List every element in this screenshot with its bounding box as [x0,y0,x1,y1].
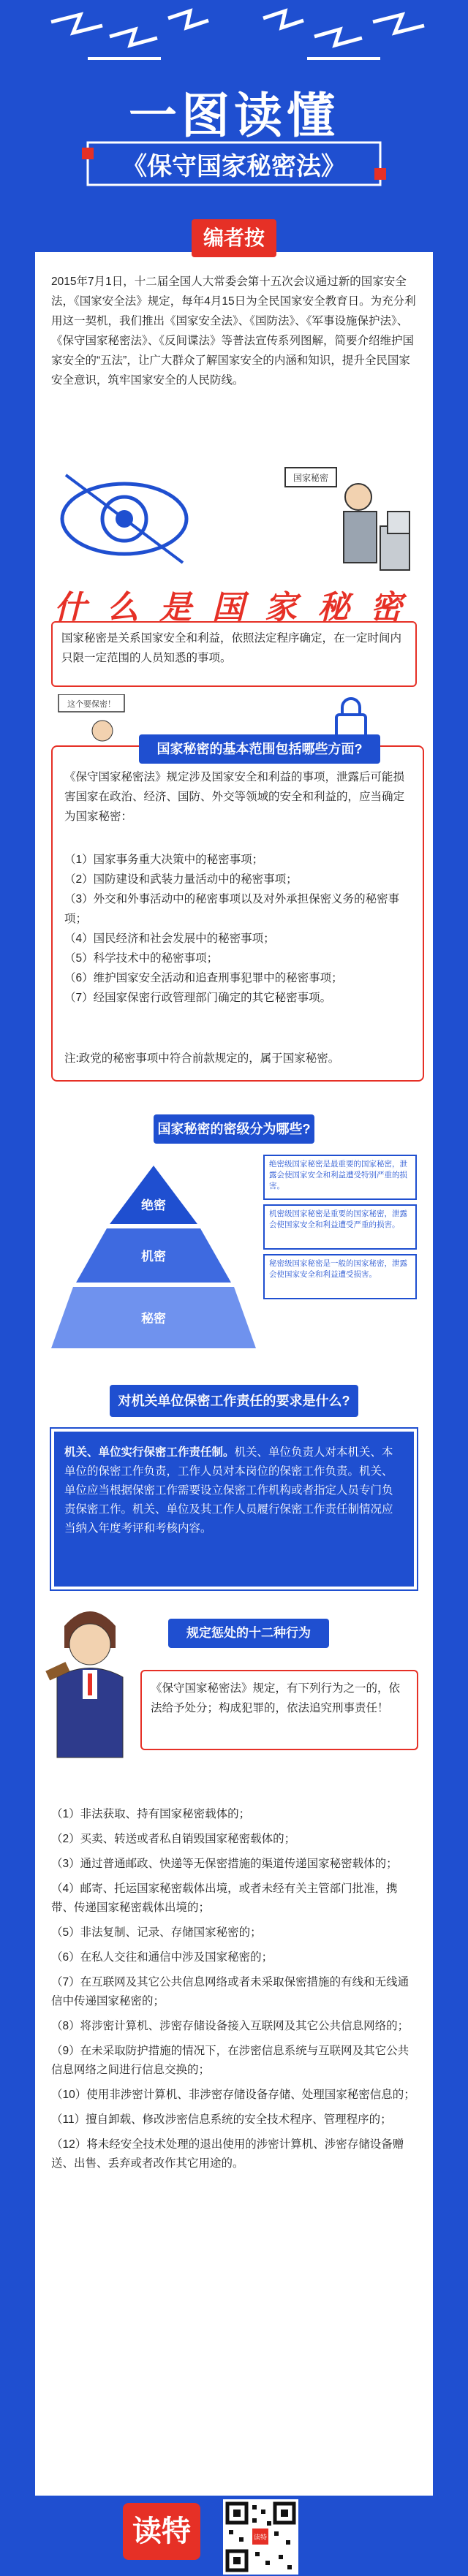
responsibility-title: 对机关单位保密工作责任的要求是什么? [110,1385,358,1417]
level-description: 机密级国家秘密是重要的国家秘密，泄露会使国家安全和利益遭受严重的损害。 [263,1204,417,1250]
lock-icon [336,699,366,740]
page-subtitle: 《保守国家秘密法》 [122,153,346,181]
eye-icon [62,475,186,563]
responsibility-box [51,1429,417,1589]
what-is-banner [54,581,414,626]
what-char: 秘 [317,590,350,626]
responsibility-text [64,1443,404,1538]
brand-logo: 读特 [123,2503,200,2560]
twelve-acts-title: 规定惩处的十二种行为 [168,1619,329,1648]
qr-caption: 读特 [253,2534,268,2541]
definition-box [51,621,417,687]
list-item: （6）在私人交往和通信中涉及国家秘密的； [51,1951,273,1964]
qr-code-icon[interactable] [223,2499,298,2575]
list-item: （10）使用非涉密计算机、非涉密存储设备存储、处理国家秘密信息的； [51,2089,415,2101]
levels-title: 国家秘密的密级分为哪些? [154,1114,314,1144]
twelve-acts-intro: 《保守国家秘密法》规定，有下列行为之一的，依法给予处分；构成犯罪的，依法追究刑事责任！ [151,1682,401,1714]
what-char: 是 [159,590,192,626]
level-name: 绝密 [141,1198,166,1212]
list-item: （4）邮寄、托运国家秘密载体出境，或者未经有关主管部门批准，携带、传递国家秘密载体出境的； [51,1882,398,1914]
list-item: （8）将涉密计算机、涉密存储设备接入互联网及其它公共信息网络的； [51,2020,410,2032]
page-title: 一图读懂 [129,88,339,143]
lightning-decoration-icon [0,0,468,73]
scope-note: 注:政党的秘密事项中符合前款规定的，属于国家秘密。 [64,1052,340,1065]
prohibited-acts-list [51,1805,417,2179]
list-item: （6）维护国家安全活动和追查刑事犯罪中的秘密事项； [64,972,343,984]
bubble-label: 这个要保密！ [67,700,116,709]
level-name: 秘密 [141,1312,166,1326]
secrecy-level-pyramid [51,1166,256,1356]
sign-label: 国家秘密 [292,473,329,483]
intro-paragraph: 2015年7月1日，十二届全国人大常委会第十五次会议通过新的国家安全法，《国家安全法》规定，每年4月15日为全民国家安全教育日。为充分利用这一契机，我们推出《国家安全法》、《国防法》、《军事设施保护法》、《保守国家秘密法》、《反间谍法》等普法宣传系列图解，简要介绍维护国家安全的“五法”，让广大群众了解国家安全的内涵和知识，提升全民国家安全意识，筑牢国家安全的人民防线。 [51,276,416,387]
list-item: （12）将未经安全技术处理的退出使用的涉密计算机、涉密存储设备赠送、出售、丢弃或者改作其它用途的。 [51,2138,404,2170]
list-item: （11）擅自卸载、修改涉密信息系统的安全技术程序、管理程序的； [51,2113,392,2126]
list-item: （2）买卖、转送或者私自销毁国家秘密载体的； [51,1833,296,1845]
level-description: 秘密级国家秘密是一般的国家秘密，泄露会使国家安全和利益遭受损害。 [263,1254,417,1299]
definition-text: 国家秘密是关系国家安全和利益，依照法定程序确定，在一定时间内只限一定范围的人员知悉的事项。 [61,632,402,664]
list-item: （3）通过普通邮政、快递等无保密措施的渠道传递国家秘密载体的； [51,1858,398,1870]
list-item: （2）国防建设和武装力量活动中的秘密事项； [64,873,298,886]
what-char: 什 [54,590,86,626]
level-name: 机密 [141,1250,166,1264]
scope-intro: 《保守国家秘密法》规定涉及国家安全和利益的事项，泄露后可能损害国家在政治、经济、国防、外交等领域的安全和利益的，应当确定为国家秘密： [64,771,405,823]
what-char: 么 [107,590,139,626]
lawyer-figure-icon [42,1597,137,1772]
pyramid-top [110,1166,197,1224]
list-item: （7）在互联网及其它公共信息网络或者未采取保密措施的有线和无线通信中传递国家秘密的； [51,1976,410,2007]
what-char: 家 [265,590,297,626]
what-char: 密 [370,590,402,626]
twelve-acts-intro-box [140,1670,418,1750]
level-descriptions [263,1155,417,1304]
list-item: （1）非法获取、持有国家秘密载体的； [51,1808,251,1820]
responsibility-lead: 机关、单位实行保密工作责任制。 [64,1446,235,1459]
list-item: （7）经国家保密行政管理部门确定的其它秘密事项。 [64,992,332,1004]
list-item: （5）非法复制、记录、存储国家秘密的； [51,1926,262,1939]
level-description: 绝密级国家秘密是最重要的国家秘密，泄露会使国家安全和利益遭受特别严重的损害。 [263,1155,417,1200]
list-item: （5）科学技术中的秘密事项； [64,952,219,965]
list-item: （4）国民经济和社会发展中的秘密事项； [64,932,275,945]
editor-note-tab: 编者按 [192,219,276,257]
scope-title: 国家秘密的基本范围包括哪些方面? [139,734,380,764]
list-item: （3）外交和外事活动中的秘密事项以及对外承担保密义务的秘密事项； [64,893,400,925]
list-item: （9）在未采取防护措施的情况下，在涉密信息系统与互联网及其它公共信息网络之间进行信息交换的； [51,2045,410,2076]
responsibility-body: 机关、单位负责人对本机关、本单位的保密工作负责，工作人员对本岗位的保密工作负责。机关、单位应当根据保密工作需要设立保密工作机构或者指定人员专门负责保密工作。机关、单位及其工作人员履行保密工作责任制情况应当纳入年度考评和考核内容。 [64,1446,393,1535]
guard-figure-icon [285,468,410,570]
list-item: （1）国家事务重大决策中的秘密事项； [64,854,264,866]
scope-list [64,850,415,1008]
what-char: 国 [212,590,244,626]
